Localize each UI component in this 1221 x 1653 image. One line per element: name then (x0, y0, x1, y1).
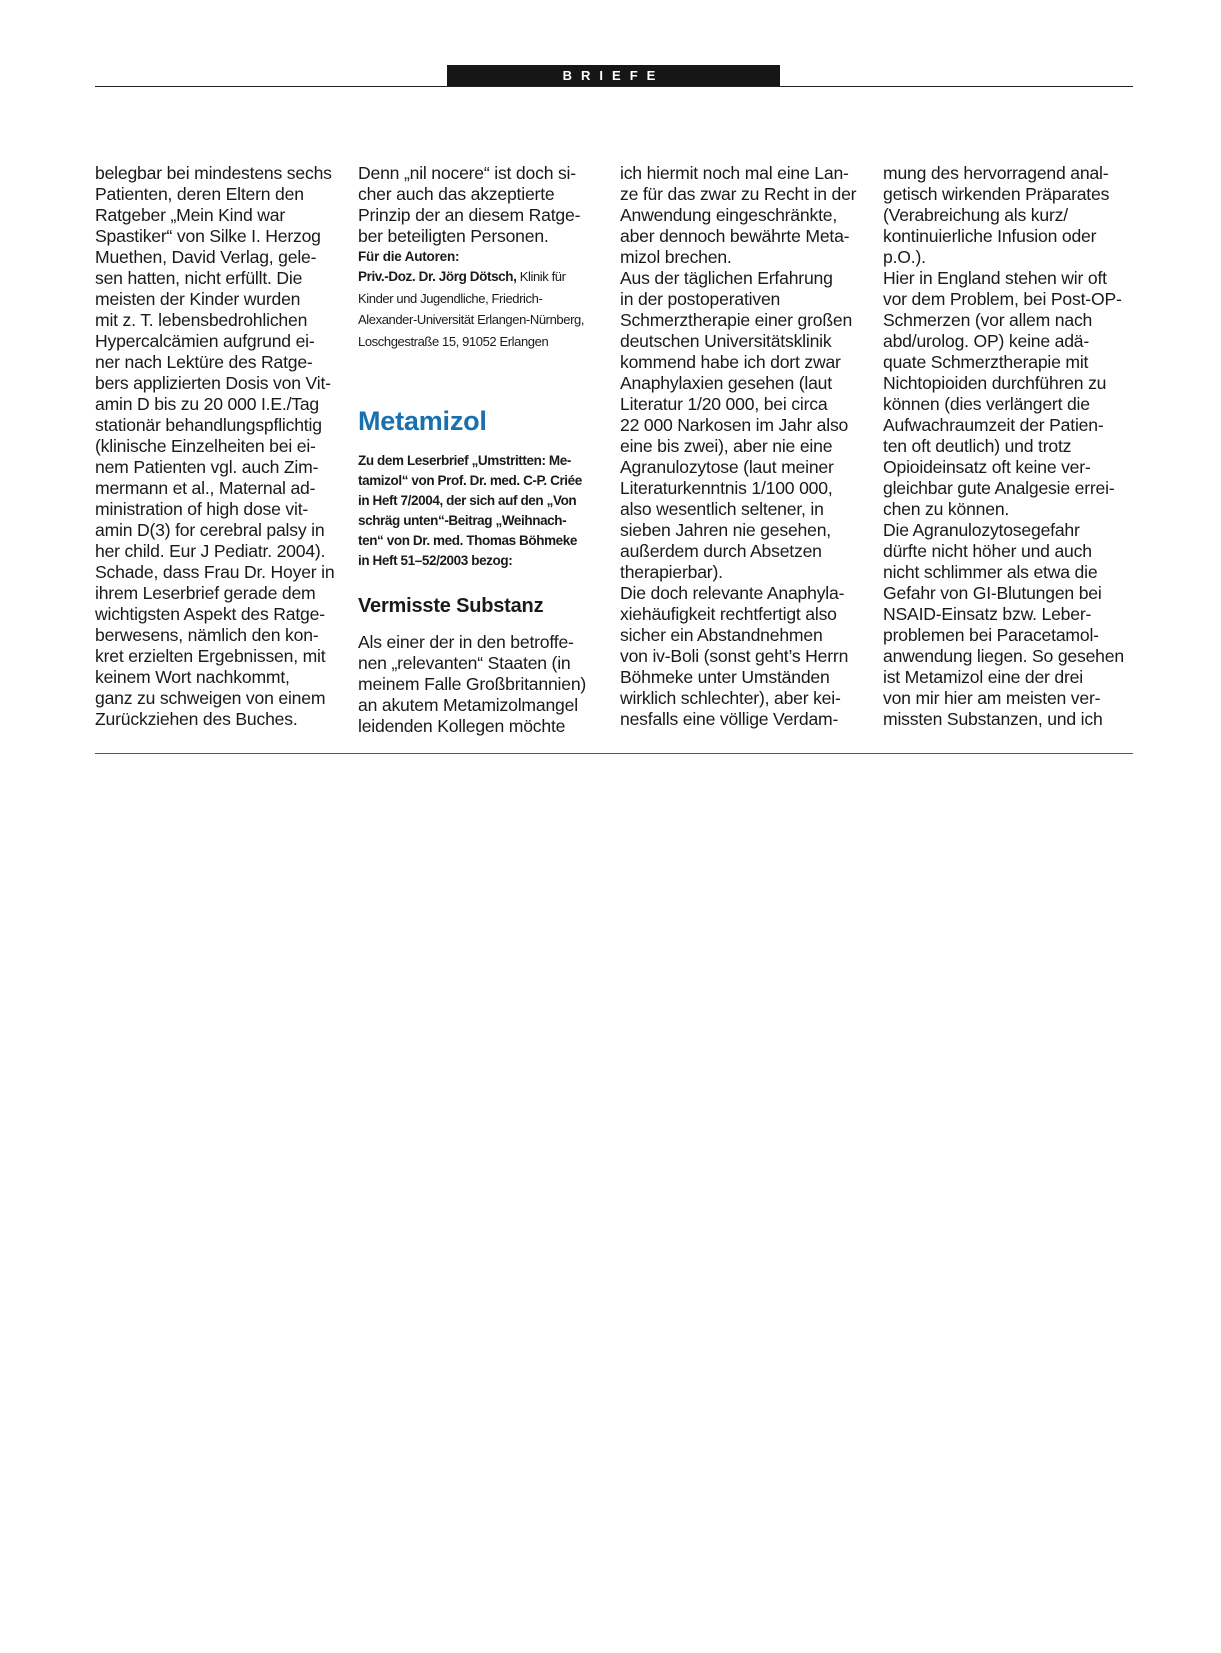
text-line: Die Agranulozytosegefahr (883, 520, 1080, 540)
signature-label: Für die Autoren: (358, 249, 460, 264)
footer-rule (95, 753, 1133, 754)
text-line: p.O.). (883, 247, 926, 267)
text-line: leidenden Kollegen möchte (358, 716, 566, 736)
text-line: ich hiermit noch mal eine Lan- (620, 163, 849, 183)
article-intro (358, 451, 616, 571)
text-line: ihrem Leserbrief gerade dem (95, 583, 316, 603)
section-label: BRIEFE (447, 65, 780, 86)
text-line: ist Metamizol eine der drei (883, 667, 1083, 687)
text-line: (Verabreichung als kurz/ (883, 205, 1068, 225)
text-line: kontinuierliche Infusion oder (883, 226, 1097, 246)
text-line: Aufwachraumzeit der Patien- (883, 415, 1104, 435)
text-line: nesfalls eine völlige Verdam- (620, 709, 839, 729)
letter-ending (358, 163, 616, 247)
text-line: berwesens, nämlich den kon- (95, 625, 319, 645)
text-line: Literaturkenntnis 1/100 000, (620, 478, 833, 498)
article-title: Metamizol (358, 406, 487, 436)
text-line: also wesentlich seltener, in (620, 499, 824, 519)
text-line: Anaphylaxien gesehen (laut (620, 373, 832, 393)
text-line: (klinische Einzelheiten bei ei- (95, 436, 316, 456)
text-line: stationär behandlungspflichtig (95, 415, 322, 435)
text-line: sieben Jahren nie gesehen, (620, 520, 831, 540)
text-line: Gefahr von GI-Blutungen bei (883, 583, 1102, 603)
text-line: dürfte nicht höher und auch (883, 541, 1092, 561)
text-line: Kinder und Jugendliche, Friedrich- (358, 290, 543, 306)
text-line: Aus der täglichen Erfahrung (620, 268, 833, 288)
text-line: schräg unten“-Beitrag „Weihnach- (358, 513, 567, 528)
text-line: Muethen, David Verlag, gele- (95, 247, 317, 267)
text-line: NSAID-Einsatz bzw. Leber- (883, 604, 1092, 624)
text-line: belegbar bei mindestens sechs (95, 163, 332, 183)
text-line: Zu dem Leserbrief „Umstritten: Me- (358, 453, 571, 468)
text-line: cher auch das akzeptierte (358, 184, 555, 204)
text-line: Patienten, deren Eltern den (95, 184, 304, 204)
text-line: amin D bis zu 20 000 I.E./Tag (95, 394, 320, 414)
text-line: quate Schmerztherapie mit (883, 352, 1089, 372)
text-line: anwendung liegen. So gesehen (883, 646, 1124, 666)
text-line: Denn „nil nocere“ ist doch si- (358, 163, 576, 183)
text-line: ganz zu schweigen von einem (95, 688, 326, 708)
text-line: Zurückziehen des Buches. (95, 709, 298, 729)
text-line: wichtigsten Aspekt des Ratge- (95, 604, 325, 624)
text-line: nen „relevanten“ Staaten (in (358, 653, 571, 673)
text-line: Hier in England stehen wir oft (883, 268, 1107, 288)
text-line: nicht schlimmer als etwa die (883, 562, 1098, 582)
text-line: keinem Wort nachkommt, (95, 667, 290, 687)
text-line: außerdem durch Absetzen (620, 541, 822, 561)
text-line: Hypercalcämien aufgrund ei- (95, 331, 315, 351)
text-line: Böhmeke unter Umständen (620, 667, 830, 687)
text-line: gleichbar gute Analgesie errei- (883, 478, 1115, 498)
text-line: von mir hier am meisten ver- (883, 688, 1101, 708)
text-column-4 (883, 163, 1141, 730)
signature-affiliation-start: Klinik für (516, 269, 566, 284)
text-line: Die doch relevante Anaphyla- (620, 583, 845, 603)
text-line: ner nach Lektüre des Ratge- (95, 352, 313, 372)
text-line: ze für das zwar zu Recht in der (620, 184, 857, 204)
text-line: Prinzip der an diesem Ratge- (358, 205, 581, 225)
author-signature (358, 248, 616, 352)
text-line: problemen bei Paracetamol- (883, 625, 1099, 645)
text-column-1 (95, 163, 353, 730)
text-line: sicher ein Abstandnehmen (620, 625, 823, 645)
text-line: Schmerztherapie einer großen (620, 310, 853, 330)
signature-affiliation (358, 288, 616, 353)
text-line: Schade, dass Frau Dr. Hoyer in (95, 562, 335, 582)
text-line: können (dies verlängert die (883, 394, 1090, 414)
text-line: Anwendung eingeschränkte, (620, 205, 838, 225)
text-column-3 (620, 163, 878, 730)
text-line: nem Patienten vgl. auch Zim- (95, 457, 319, 477)
text-line: von iv-Boli (sonst geht’s Herrn (620, 646, 849, 666)
text-line: in der postoperativen (620, 289, 781, 309)
text-line: Spastiker“ von Silke I. Herzog (95, 226, 321, 246)
text-line: ten oft deutlich) und trotz (883, 436, 1072, 456)
signature-name: Priv.-Doz. Dr. Jörg Dötsch, (358, 269, 517, 284)
text-line: eine bis zwei), aber nie eine (620, 436, 833, 456)
text-line: Agranulozytose (laut meiner (620, 457, 834, 477)
text-line: Nichtopioiden durchführen zu (883, 373, 1107, 393)
text-line: sen hatten, nicht erfüllt. Die (95, 268, 303, 288)
text-line: 22 000 Narkosen im Jahr also (620, 415, 849, 435)
text-line: in Heft 51–52/2003 bezog: (358, 553, 513, 568)
text-line: chen zu können. (883, 499, 1010, 519)
text-line: mit z. T. lebensbedrohlichen (95, 310, 308, 330)
article-body-start (358, 632, 616, 737)
text-line: mermann et al., Maternal ad- (95, 478, 316, 498)
text-line: bers applizierten Dosis von Vit- (95, 373, 331, 393)
text-line: in Heft 7/2004, der sich auf den „Von (358, 493, 577, 508)
text-line: Ratgeber „Mein Kind war (95, 205, 285, 225)
text-line: an akutem Metamizolmangel (358, 695, 578, 715)
text-line: Loschgestraße 15, 91052 Erlangen (358, 333, 549, 349)
text-line: therapierbar). (620, 562, 723, 582)
text-line: wirklich schlechter), aber kei- (620, 688, 841, 708)
text-line: her child. Eur J Pediatr. 2004). (95, 541, 326, 561)
text-line: missten Substanzen, und ich (883, 709, 1103, 729)
text-column-2 (358, 163, 616, 737)
article-subheading: Vermisste Substanz (358, 595, 544, 617)
text-line: ber beteiligten Personen. (358, 226, 549, 246)
text-line: kret erzielten Ergebnissen, mit (95, 646, 326, 666)
text-line: kommend habe ich dort zwar (620, 352, 841, 372)
text-line: getisch wirkenden Präparates (883, 184, 1110, 204)
text-line: abd/urolog. OP) keine adä- (883, 331, 1090, 351)
text-line: xiehäufigkeit rechtfertigt also (620, 604, 837, 624)
text-line: mung des hervorragend anal- (883, 163, 1109, 183)
text-line: Opioideinsatz oft keine ver- (883, 457, 1091, 477)
text-line: Als einer der in den betroffe- (358, 632, 574, 652)
signature-name-line (358, 266, 616, 288)
text-line: amin D(3) for cerebral palsy in (95, 520, 325, 540)
text-line: Literatur 1/20 000, bei circa (620, 394, 828, 414)
text-line: aber dennoch bewährte Meta- (620, 226, 850, 246)
text-line: ministration of high dose vit- (95, 499, 309, 519)
text-line: meisten der Kinder wurden (95, 289, 301, 309)
text-line: deutschen Universitätsklinik (620, 331, 832, 351)
text-line: ten“ von Dr. med. Thomas Böhmeke (358, 533, 578, 548)
text-line: mizol brechen. (620, 247, 732, 267)
text-line: meinem Falle Großbritannien) (358, 674, 587, 694)
text-line: Alexander-Universität Erlangen-Nürnberg, (358, 312, 585, 327)
text-line: vor dem Problem, bei Post-OP- (883, 289, 1122, 309)
header-rule (95, 86, 1133, 87)
text-line: Schmerzen (vor allem nach (883, 310, 1093, 330)
text-line: tamizol“ von Prof. Dr. med. C-P. Criée (358, 473, 582, 488)
